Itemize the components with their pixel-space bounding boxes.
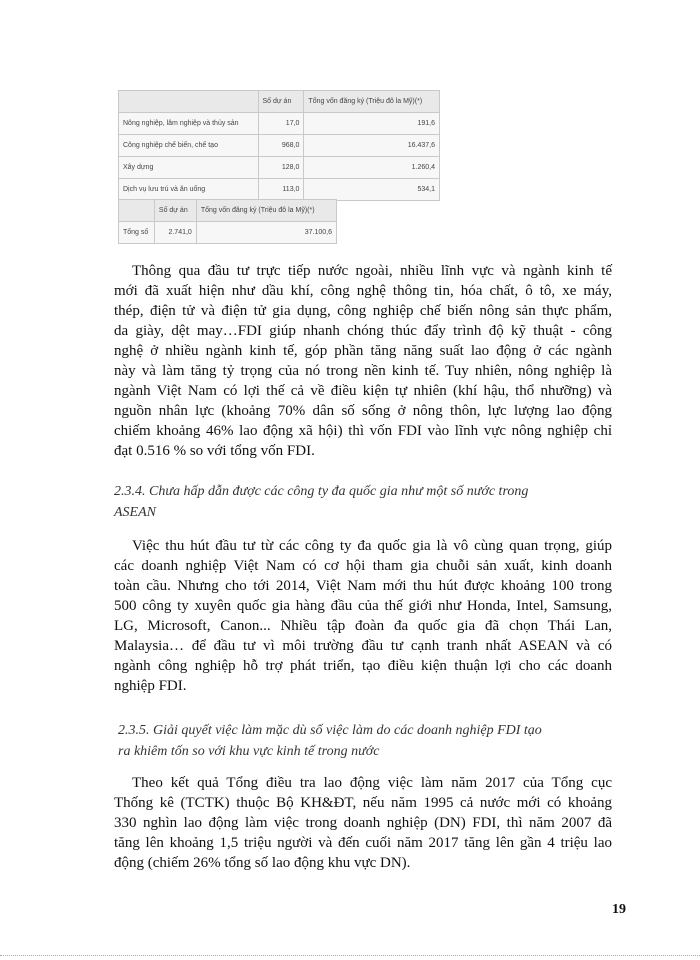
paragraph1-line: thép, điện tử và điện tử gia dụng, công nghiệp chế biến nông sản thực phẩm, [114, 303, 612, 319]
paragraph1-line: nguồn nhân lực (khoảng 70% dân số sống ở nông thôn, lực lượng lao động [114, 403, 612, 419]
table-row [119, 113, 440, 135]
paragraph-multinationals [114, 536, 612, 696]
projects-cell: 128,0 [258, 157, 304, 179]
sector-cell: Xây dựng [119, 157, 259, 179]
sector-cell: Công nghiệp chế biến, chế tạo [119, 135, 259, 157]
projects-cell: 968,0 [258, 135, 304, 157]
heading2-line: 2.3.5. Giải quyết việc làm mặc dù số việc làm do các doanh nghiệp FDI tạo [118, 723, 542, 738]
heading1-line: ASEAN [114, 505, 156, 520]
table-header-cell [119, 91, 259, 113]
capital-cell: 191,6 [304, 113, 440, 135]
paragraph2-line: ngành công nghiệp hỗ trợ phát triển, tạo điều kiện thuận lợi cho các doanh [114, 658, 612, 674]
paragraph2-line: các doanh nghiệp Việt Nam có cơ hội tham gia chuỗi sản xuất, kinh doanh [114, 558, 612, 574]
paragraph2-line: Việc thu hút đầu tư từ các công ty đa quốc gia là vô cùng quan trọng, giúp [132, 538, 612, 554]
sector-cell: Nông nghiệp, lâm nghiệp và thủy sản [119, 113, 259, 135]
table-header-cell: Số dự án [154, 200, 196, 222]
sector-cell: Dịch vụ lưu trú và ăn uống [119, 179, 259, 201]
section-heading-2-3-5 [118, 720, 638, 762]
capital-cell: 1.260,4 [304, 157, 440, 179]
table-header-row [119, 91, 440, 113]
table-row [119, 157, 440, 179]
paragraph1-line: nghệ ở nhiều ngành kinh tế, góp phần tăng năng suất lao động ở các ngành [114, 343, 612, 359]
table-row [119, 179, 440, 201]
paragraph3-line: Theo kết quả Tổng điều tra lao động việc làm năm 2017 của Tổng cục [132, 775, 612, 791]
heading1-line: 2.3.4. Chưa hấp dẫn được các công ty đa quốc gia như một số nước trong [114, 484, 529, 499]
paragraph1-line: Thông qua đầu tư trực tiếp nước ngoài, nhiều lĩnh vực và ngành kinh tế [132, 263, 612, 279]
page-number: 19 [612, 902, 626, 917]
paragraph-fdi-sectors [114, 261, 612, 461]
total-label-cell: Tổng số [119, 222, 155, 244]
bottom-divider [0, 955, 700, 956]
table-header-cell: Tổng vốn đăng ký (Triệu đô la Mỹ)(*) [304, 91, 440, 113]
paragraph1-line: này và làm tăng tỷ trọng của nó trong nền kinh tế. Tuy nhiên, nông nghiệp là [114, 363, 612, 379]
capital-cell: 534,1 [304, 179, 440, 201]
paragraph2-line: LG, Microsoft, Canon... Nhiều tập đoàn đa quốc gia đã chọn Thái Lan, [114, 618, 612, 634]
paragraph3-line: 330 nghìn lao động làm việc trong doanh nghiệp (DN) FDI, thì năm 2007 đã [114, 815, 612, 831]
table-header-cell: Số dự án [258, 91, 304, 113]
section-heading-2-3-4 [114, 481, 634, 523]
table-header-row [119, 200, 337, 222]
heading2-line: ra khiêm tốn so với khu vực kinh tế trong nước [118, 744, 380, 759]
paragraph1-line: chiếm khoảng 46% lao động xã hội) thì vốn FDI vào lĩnh vực nông nghiệp chỉ [114, 423, 612, 439]
table-row [119, 135, 440, 157]
projects-cell: 2.741,0 [154, 222, 196, 244]
fdi-total-table [118, 199, 337, 244]
table-header-cell [119, 200, 155, 222]
paragraph1-line: ngành Việt Nam có lợi thế cả về điều kiện tự nhiên (khí hậu, thổ nhưỡng) và [114, 383, 612, 399]
fdi-sector-table [118, 90, 440, 201]
table-header-cell: Tổng vốn đăng ký (Triệu đô la Mỹ)(*) [196, 200, 336, 222]
paragraph2-line: toàn cầu. Nhưng cho tới 2014, Việt Nam mới thu hút được khoảng 100 trong [114, 578, 612, 594]
paragraph2-line: Malaysia… để đầu tư vì môi trường đầu tư cạnh tranh nhất ASEAN và có [114, 638, 612, 654]
paragraph3-line: tăng lên khoảng 1,5 triệu người và đến cuối năm 2017 tăng lên gần 4 triệu lao [114, 835, 612, 851]
projects-cell: 113,0 [258, 179, 304, 201]
table-row [119, 222, 337, 244]
paragraph3-line: động (chiếm 26% tổng số lao động khu vực DN). [114, 855, 411, 871]
capital-cell: 16.437,6 [304, 135, 440, 157]
paragraph2-line: 500 công ty xuyên quốc gia hàng đầu của thế giới như Honda, Intel, Samsung, [114, 598, 612, 614]
paragraph2-line: nghiệp FDI. [114, 678, 187, 694]
paragraph3-line: Thống kê (TCTK) thuộc Bộ KH&ĐT, nếu năm 1995 cả nước mới có khoảng [114, 795, 612, 811]
paragraph-employment [114, 773, 612, 873]
paragraph1-line: da giày, dệt may…FDI giúp nhanh chóng thúc đẩy trình độ kỹ thuật - công [114, 323, 612, 339]
capital-cell: 37.100,6 [196, 222, 336, 244]
paragraph1-line: đạt 0.516 % so với tổng vốn FDI. [114, 443, 315, 459]
projects-cell: 17,0 [258, 113, 304, 135]
paragraph1-line: mới đã xuất hiện như dầu khí, công nghệ thông tin, hóa chất, ô tô, xe máy, [114, 283, 612, 299]
